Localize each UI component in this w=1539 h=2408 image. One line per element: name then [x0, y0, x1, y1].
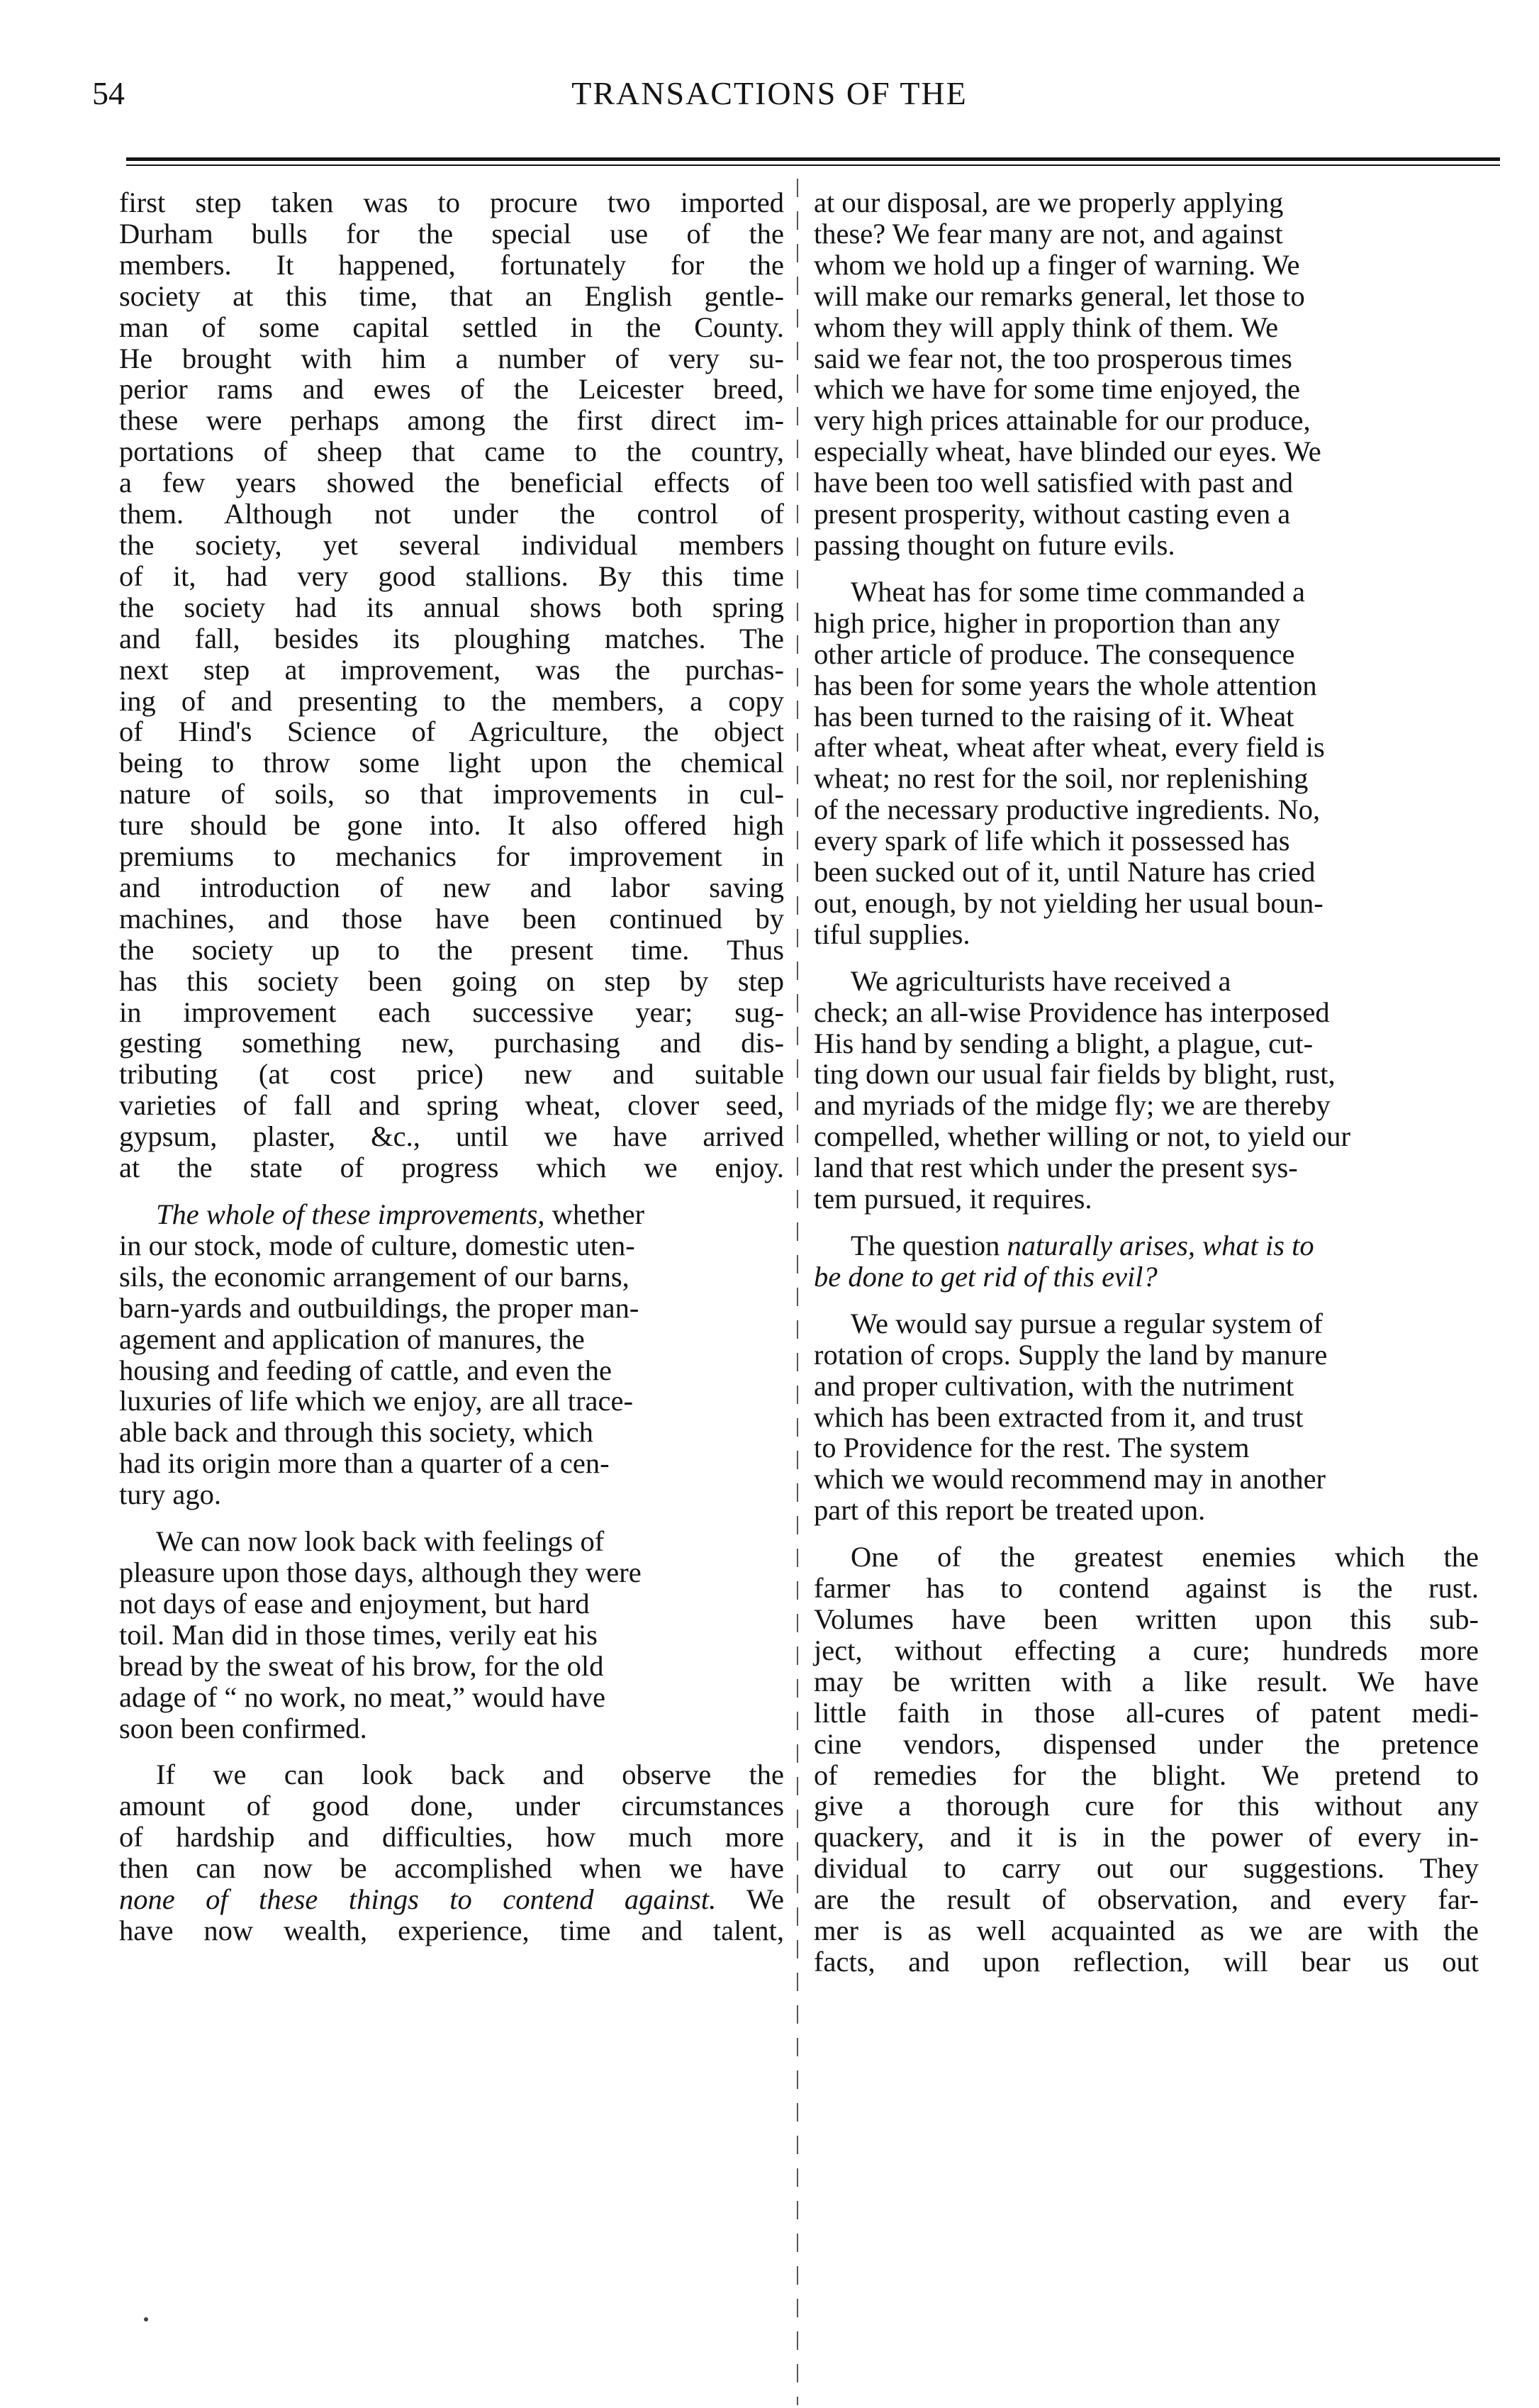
- header-rule-thin: [126, 165, 1500, 166]
- column-divider: [797, 179, 798, 2405]
- paragraph: at our disposal, are we properly applying these? We fear many are not, and against whom we hold up a finger of warning. We will make our remarks general, let those to whom they will apply think of them. We said we fear not, the too prosperous times which we have for some time enjoyed, the very high prices attainable for our produce, especially wheat, have blinded our eyes. We have been too well satisfied with past and present prosperity, without casting even a passing thought on future evils.: [814, 186, 1321, 561]
- paragraph: [814, 1230, 1479, 1293]
- header-rule-thick: [126, 157, 1500, 161]
- paragraph: One of the greatest enemies which the farmer has to contend against is the rust. Volumes have been written upon this sub- ject, without effecting a cure; hundreds more may be written with a like result. We have little faith in those all-cures of patent medi- cine vendors, dispensed under the pretence of remedies for the blight. We pretend to give a thorough cure for this without any quackery, and it is in the power of every in- dividual to carry out our suggestions. They are the result of observation, and every far- mer is as well acquainted as we are with the facts, and upon reflection, will bear us out: [814, 1541, 1479, 1978]
- paragraph: We would say pursue a regular system of rotation of crops. Supply the land by manure and proper cultivation, with the nutriment which has been extracted from it, and trust to Providence for the rest. The system which we would recommend may in another part of this report be treated upon.: [814, 1307, 1328, 1527]
- running-head: TRANSACTIONS OF THE: [571, 75, 968, 111]
- paragraph: Wheat has for some time commanded a high price, higher in proportion than any other article of produce. The consequence has been for some years the whole attention has been turned to the raising of it. Wheat after wheat, wheat after wheat, every field is wheat; no rest for the soil, nor replenishing of the necessary productive ingredients. No, every spark of life which it possessed has been sucked out of it, until Nature has cried out, enough, by not yielding her usual boun- tiful supplies.: [814, 575, 1325, 950]
- column-right: [814, 187, 1479, 1978]
- paragraph: We agriculturists have received a check; an all-wise Providence has interposed His hand by sending a blight, a plague, cut- ting down our usual fair fields by blight, rust, and myriads of the midge fly; we are thereby compelled, whether willing or not, to yield our land that rest which under the present sys- tem pursued, it requires.: [814, 964, 1350, 1215]
- paragraph: [119, 1199, 784, 1510]
- paragraph: We can now look back with feelings of pleasure upon those days, although they were not days of ease and enjoyment, but hard toil. Man did in those times, verily eat his bread by the sweat of his brow, for the old adage of “ no work, no meat,” would have soon been confirmed.: [119, 1525, 642, 1744]
- paragraph-text: We have now wealth, experience, time and talent,: [119, 1883, 784, 1946]
- paragraph-text: If we can look back and observe the amount of good done, under circumstances of hardship and difficulties, how much more then can now be accomplished when we have: [119, 1758, 784, 1885]
- paragraph: first step taken was to procure two imported Durham bulls for the special use of the members. It happened, fortunately for the society at this time, that an English gentle- man of some capital settled in the County. He brought with him a number of very su- perior rams and ewes of the Leicester breed, these were perhaps among the first direct im- portations of sheep that came to the country, a few years showed the beneficial effects of them. Although not under the control of the society, yet several individual members of it, had very good stallions. By this time the society had its annual shows both spring and fall, besides its ploughing matches. The next step at improvement, was the purchas- ing of and presenting to the members, a copy of Hind's Science of Agriculture, the object being to throw some light upon the chemical nature of soils, so that improvements in cul- ture should be gone into. It also offered high premiums to mechanics for improvement in and introduction of new and labor saving machines, and those have been continued by the society up to the present time. Thus has this society been going on step by step in improvement each successive year; sug- gesting something new, purchasing and dis- tributing (at cost price) new and suitable varieties of fall and spring wheat, clover seed, gypsum, plaster, &c., until we have arrived at the state of progress which we enjoy.: [119, 186, 784, 1184]
- page-number: 54: [92, 75, 125, 111]
- italic-phrase: naturally arises, what is to be done to get rid of this evil?: [814, 1230, 1314, 1293]
- paragraph-text: whether in our stock, mode of culture, domestic uten- sils, the economic arrangement of our barns, barn-yards and outbuildings, the proper man- agement and application of manures, the housing and feeding of cattle, and even the luxuries of life which we enjoy, are all trace- able back and through this society, which had its origin more than a quarter of a cen- tury ago.: [119, 1198, 645, 1511]
- paragraph-text: The question: [851, 1230, 1007, 1261]
- italic-phrase: none of these things to contend against.: [119, 1883, 717, 1916]
- column-left: [119, 187, 784, 1946]
- ink-speck: [144, 2317, 148, 2321]
- paragraph: [119, 1759, 784, 1946]
- italic-phrase: The whole of these improvements,: [156, 1198, 545, 1230]
